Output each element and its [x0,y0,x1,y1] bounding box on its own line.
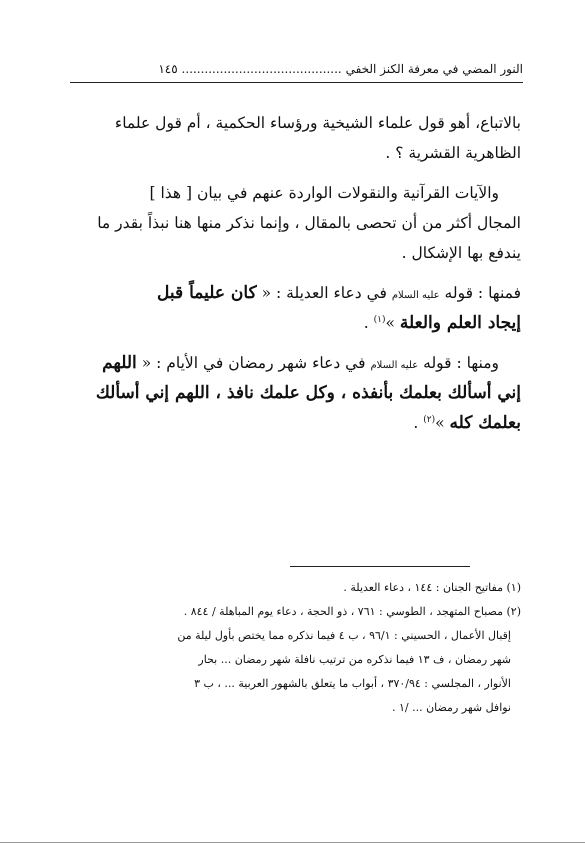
main-text [66,108,521,438]
text-run: ومنها : قوله [423,354,499,372]
text-run: . [413,414,419,432]
paragraph-3 [66,278,521,338]
paragraph-1 [66,108,521,168]
text-run: في دعاء العديلة : « [261,284,387,302]
quote-close: » [435,414,445,432]
running-header [70,60,523,78]
honorific-symbol: عليه السلام [391,290,440,301]
footnote-1: (١) مفاتيح الجنان : ١٤٤ ، دعاء العديلة . [343,581,521,594]
text-line: يندفع بها الإشكال . [401,244,521,262]
footnote-2-line: إقبال الأعمال ، الحسيني : ٩٦/١ ، ب ٤ فيما نذكره مما يختص بأول ليلة من [177,629,511,642]
text-line [66,308,521,338]
text-line [66,348,521,378]
header-dots: .......................................... [181,62,342,76]
text-line: الظاهرية القشرية ؟ . [385,144,521,162]
text-line: والآيات القرآنية والنقولات الواردة عنهم في بيان [ هذا ] [149,184,499,202]
quote-bold: بعلمك كله [449,413,521,433]
text-run: فمنها : قوله [444,284,521,302]
footnote-2-line: شهر رمضان ، ف ١٣ فيما نذكره من ترتيب نافلة شهر رمضان ... بحار [198,653,511,666]
footnote-ref-2[interactable]: (٢) [423,414,436,425]
footnote-ref-1[interactable]: (١) [373,314,386,325]
text-run: في دعاء شهر رمضان في الأيام : « [141,354,366,372]
page-bottom-edge [0,842,585,843]
text-run: . [363,314,369,332]
footnote-rule [290,566,470,567]
text-line: بالاتباع، أهو قول علماء الشيخية ورؤساء الحكمية ، أم قول علماء [114,114,521,132]
text-line: المجال أكثر من أن تحصى بالمقال ، وإنما نذكر منها هنا نبذاً بقدر ما [97,214,521,232]
text-line [66,278,521,308]
page-number: ١٤٥ [158,62,178,76]
text-line: إني أسألك بعلمك بأنفذه ، وكل علمك نافذ ، اللهم إني أسألك [95,383,521,403]
footnote-2: (٢) مصباح المتهجد ، الطوسي : ٧٦١ ، ذو الحجة ، دعاء يوم المباهلة / ٨٤٤ . [183,605,521,618]
footnotes [66,576,521,720]
quote-bold: إيجاد العلم والعلة [399,313,521,333]
paragraph-4 [66,348,521,438]
header-title: النور المضي في معرفة الكنز الخفي [345,62,523,76]
quote-close: » [385,314,395,332]
text-line [66,408,521,438]
footnote-2-line: نوافل شهر رمضان ... /١ . [391,701,511,714]
quote-bold: اللهم [102,353,137,373]
header-rule [70,82,523,83]
footnote-2-line: الأنوار ، المجلسي : ٣٧٠/٩٤ ، أبواب ما يتعلق بالشهور العربية ... ، ب ٣ [194,677,511,690]
paragraph-2 [66,178,521,268]
quote-bold: كان عليماً قبل [157,283,257,303]
honorific-symbol: عليه السلام [370,360,419,371]
